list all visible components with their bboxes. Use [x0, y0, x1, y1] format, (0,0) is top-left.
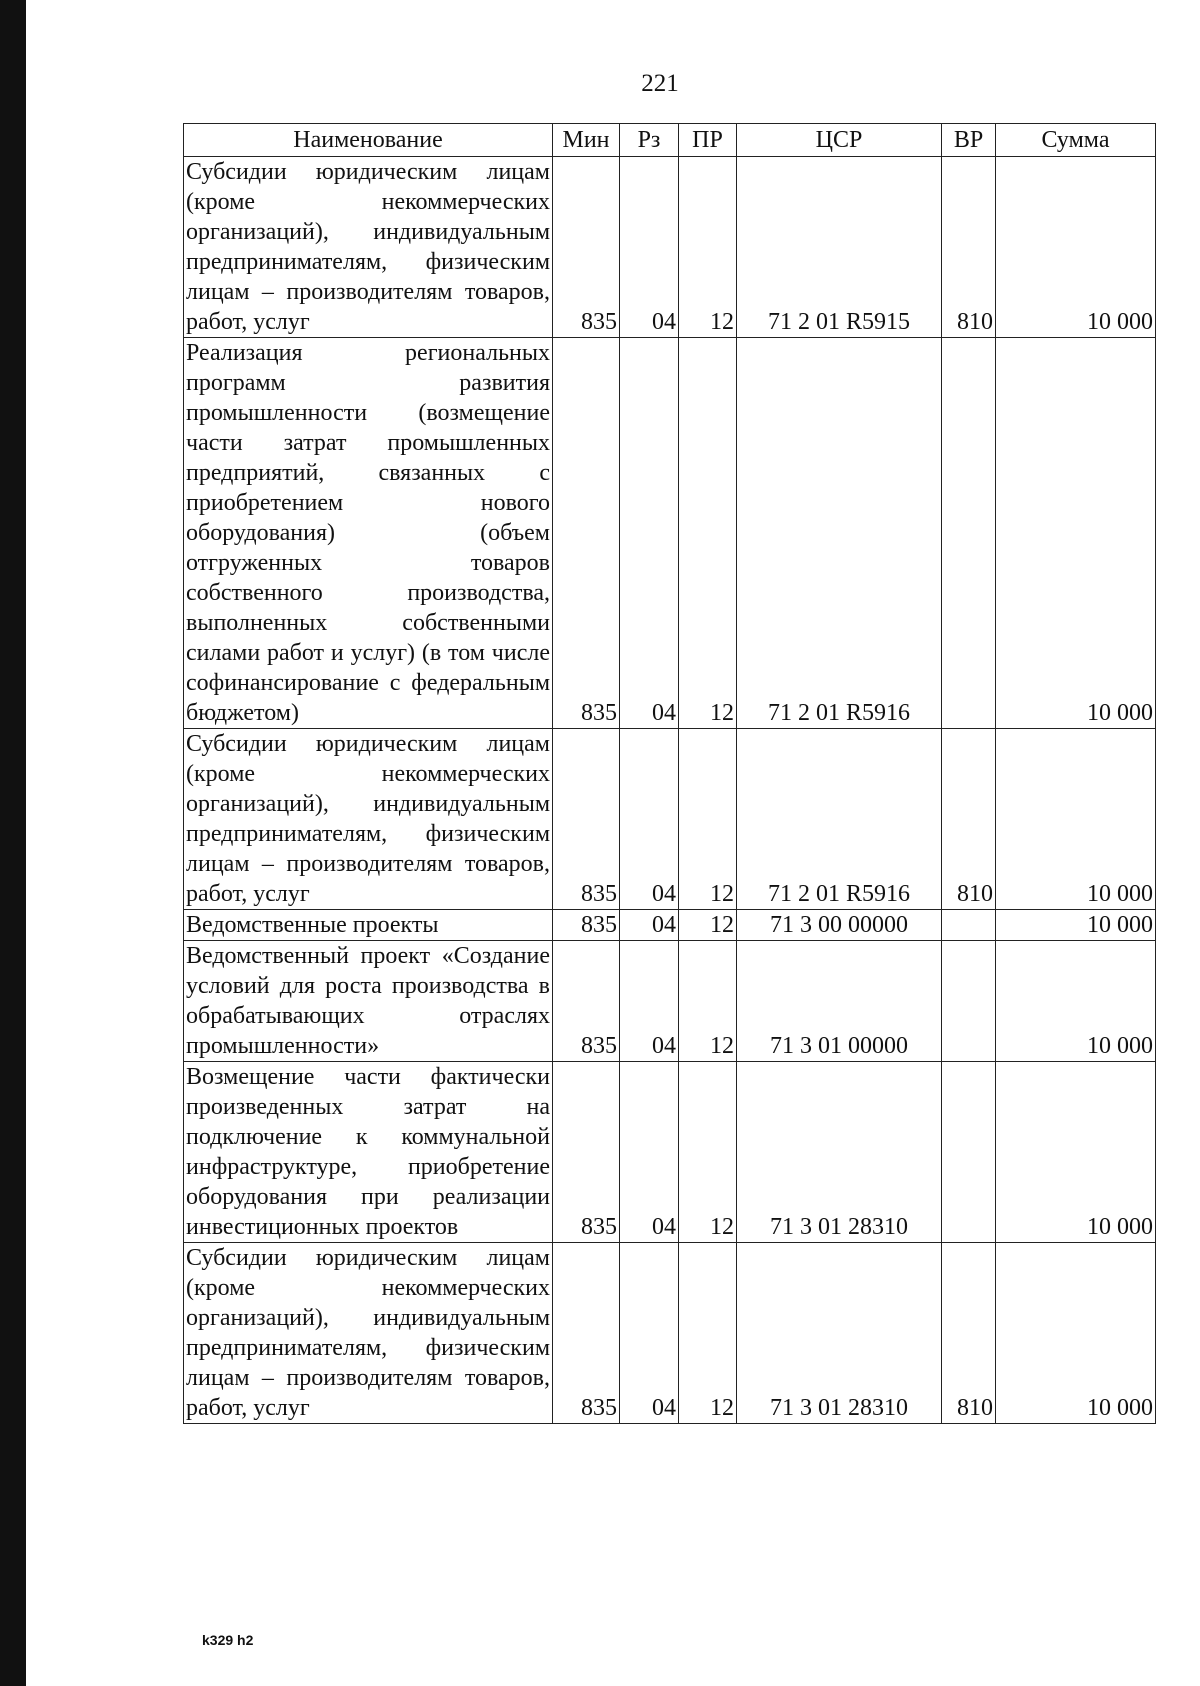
row-csr: 71 2 01 R5915 — [737, 157, 942, 338]
row-vr: 810 — [942, 1243, 996, 1424]
header-vr: ВР — [942, 124, 996, 157]
row-rz: 04 — [620, 157, 679, 338]
header-min: Мин — [553, 124, 620, 157]
row-name: Ведомственные проекты — [184, 910, 553, 941]
row-min: 835 — [553, 1243, 620, 1424]
row-rz: 04 — [620, 1062, 679, 1243]
row-csr: 71 2 01 R5916 — [737, 338, 942, 729]
table-header — [184, 124, 1156, 157]
row-pr: 12 — [679, 338, 737, 729]
row-csr: 71 3 01 28310 — [737, 1243, 942, 1424]
header-name: Наименование — [184, 124, 553, 157]
row-pr: 12 — [679, 941, 737, 1062]
row-min: 835 — [553, 1062, 620, 1243]
row-name: Реализация региональных программ развития промышленности (возмещение части затрат промышленных предприятий, связанных с приобретением нового оборудования) (объем отгруженных товаров собственного производства, выполненных собственными силами работ и услуг) (в том числе софинансирование с федеральным бюджетом) — [184, 338, 553, 729]
row-name: Субсидии юридическим лицам (кроме некоммерческих организаций), индивидуальным предпринимателям, физическим лицам – производителям товаров, работ, услуг — [184, 729, 553, 910]
row-sum: 10 000 — [996, 157, 1156, 338]
row-min: 835 — [553, 157, 620, 338]
table-row — [184, 941, 1156, 1062]
row-name: Возмещение части фактически произведенных затрат на подключение к коммунальной инфраструктуре, приобретение оборудования при реализации инвестиционных проектов — [184, 1062, 553, 1243]
budget-table — [183, 123, 1156, 1424]
table-row — [184, 729, 1156, 910]
header-sum: Сумма — [996, 124, 1156, 157]
row-min: 835 — [553, 729, 620, 910]
row-csr: 71 3 00 00000 — [737, 910, 942, 941]
header-csr: ЦСР — [737, 124, 942, 157]
header-pr: ПР — [679, 124, 737, 157]
row-min: 835 — [553, 338, 620, 729]
row-csr: 71 2 01 R5916 — [737, 729, 942, 910]
row-sum: 10 000 — [996, 941, 1156, 1062]
row-vr — [942, 1062, 996, 1243]
row-sum: 10 000 — [996, 1062, 1156, 1243]
table-body — [184, 157, 1156, 1424]
table-row — [184, 338, 1156, 729]
row-name: Субсидии юридическим лицам (кроме некоммерческих организаций), индивидуальным предпринимателям, физическим лицам – производителям товаров, работ, услуг — [184, 1243, 553, 1424]
row-min: 835 — [553, 941, 620, 1062]
row-sum: 10 000 — [996, 1243, 1156, 1424]
row-csr: 71 3 01 28310 — [737, 1062, 942, 1243]
row-pr: 12 — [679, 157, 737, 338]
document-code: k329 h2 — [202, 1632, 254, 1648]
row-vr: 810 — [942, 729, 996, 910]
row-sum: 10 000 — [996, 729, 1156, 910]
scan-left-edge — [0, 0, 26, 1686]
row-sum: 10 000 — [996, 910, 1156, 941]
row-name: Ведомственный проект «Создание условий для роста производства в обрабатывающих отраслях промышленности» — [184, 941, 553, 1062]
row-csr: 71 3 01 00000 — [737, 941, 942, 1062]
row-min: 835 — [553, 910, 620, 941]
row-sum: 10 000 — [996, 338, 1156, 729]
row-pr: 12 — [679, 1062, 737, 1243]
row-vr — [942, 338, 996, 729]
row-pr: 12 — [679, 1243, 737, 1424]
row-pr: 12 — [679, 729, 737, 910]
row-rz: 04 — [620, 729, 679, 910]
row-vr — [942, 910, 996, 941]
table-row — [184, 157, 1156, 338]
row-rz: 04 — [620, 1243, 679, 1424]
row-name: Субсидии юридическим лицам (кроме некоммерческих организаций), индивидуальным предпринимателям, физическим лицам – производителям товаров, работ, услуг — [184, 157, 553, 338]
row-vr: 810 — [942, 157, 996, 338]
row-rz: 04 — [620, 910, 679, 941]
table-row — [184, 1062, 1156, 1243]
table-row — [184, 1243, 1156, 1424]
page-number: 221 — [641, 70, 679, 97]
header-rz: Рз — [620, 124, 679, 157]
row-rz: 04 — [620, 338, 679, 729]
row-rz: 04 — [620, 941, 679, 1062]
row-vr — [942, 941, 996, 1062]
table-row — [184, 910, 1156, 941]
header-row — [184, 124, 1156, 157]
row-pr: 12 — [679, 910, 737, 941]
